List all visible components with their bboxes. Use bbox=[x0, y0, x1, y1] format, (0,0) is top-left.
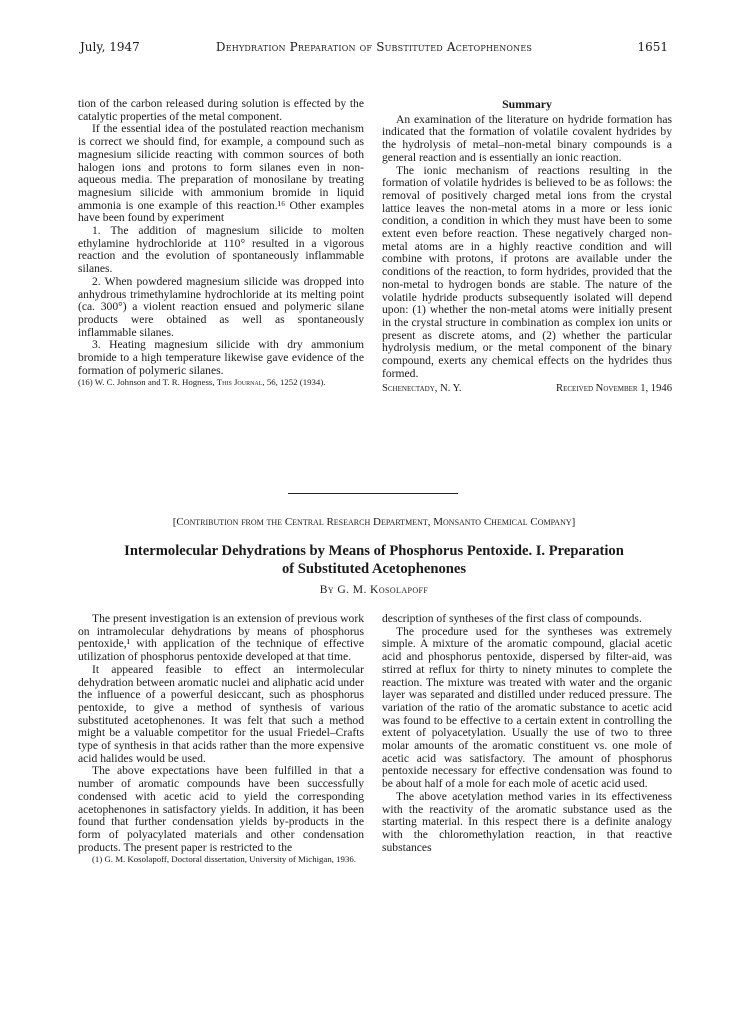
byline: By G. M. Kosolapoff bbox=[319, 583, 429, 596]
paragraph: It appeared feasible to effect an intermolecular dehydration between aromatic nuclei and aliphatic acid under the influence of a powerful desiccant, such as phosphorus pentoxide, to give a method of synthesis of various substituted acetophenones. It was felt that such a method might be a valuable competitor for the usual Friedel–Crafts type of synthesis in that acids rather than the more expensive acid halides would be used. bbox=[78, 662, 364, 765]
header-running-title: Dehydration Preparation of Substituted Acetophenones bbox=[215, 40, 533, 54]
summary-column bbox=[382, 98, 672, 396]
title-line: Intermolecular Dehydrations by Means of Phosphorus Pentoxide. I. Preparation bbox=[124, 543, 624, 559]
summary-heading: Summary bbox=[502, 97, 552, 111]
bottom-left-column bbox=[78, 613, 364, 864]
footnote-text: 56, 1252 (1934). bbox=[266, 377, 326, 388]
contribution-line: [Contribution from the Central Research Department, Monsanto Chemical Company] bbox=[172, 516, 576, 528]
paragraph: If the essential idea of the postulated reaction mechanism is correct we should find, for example, a compound such as magnesium silicide reacting with common sources of both halogen ions and protons to form silanes even in non-aqueous media. The preparation of monosilane by treating magnesium silicide with ammonium bromide in liquid ammonia is one example of this reaction.¹⁶ Other examples have been found by experiment bbox=[78, 122, 364, 225]
title-line: of Substituted Acetophenones bbox=[281, 561, 467, 577]
paragraph: The above expectations have been fulfilled in that a number of aromatic compounds have been successfully condensed with acetic acid to yield the corresponding acetophenones in satisfactory yields. In addition, it has been found that further condensation yields by-products in the form of polyacylated materials and other condensation products. The present paper is restricted to the bbox=[78, 764, 364, 854]
header-page-number: 1651 bbox=[637, 40, 668, 54]
paragraph: 3. Heating magnesium silicide with dry ammonium bromide to a high temperature likewise gave evidence of the formation of polymeric silanes. bbox=[78, 338, 364, 377]
top-left-column bbox=[78, 98, 364, 387]
paragraph: 1. The addition of magnesium silicide to molten ethylamine hydrochloride at 110° resulted in a vigorous reaction and the evolution of spontaneously inflammable silanes. bbox=[78, 224, 364, 276]
section-divider bbox=[288, 493, 458, 494]
signature-line bbox=[382, 383, 672, 396]
article-title bbox=[78, 542, 670, 578]
header-date: July, 1947 bbox=[80, 40, 140, 54]
paragraph: 2. When powdered magnesium silicide was dropped into anhydrous trimethylamine hydrochloride at its melting point (ca. 300°) a violent reaction ensued and polymeric silane products were obtained as well as spontaneously inflammable silanes. bbox=[78, 274, 364, 339]
footnote-text: (16) W. C. Johnson and T. R. Hogness, bbox=[78, 377, 215, 388]
paragraph: An examination of the literature on hydride formation has indicated that the formation of volatile covalent hydrides by the hydrolysis of metal–non-metal binary compounds is a general reaction and is essentially an ionic reaction. bbox=[382, 112, 672, 164]
paragraph: The ionic mechanism of reactions resulting in the formation of volatile hydrides is believed to be as follows: the removal of positively charged metal ions from the crystal lattice leaves the non-metal atoms in a more or less ionic condition, a condition in which they must have been to some extent even before reaction. These negatively charged non-metal atoms are in a highly reactive condition and will combine with protons, if protons are available under the conditions of the reaction, to form hydrides, provided that the non-metal to hydrogen bonds are stable. The nature of the volatile hydride products subsequently isolated will depend upon: (1) whether the non-metal atoms were initially present in the crystal structure in combination as complex ion units or present as discrete atoms, and (2) whether the particular hydrolysis medium, or the metal component of the binary compound, exerts any chemical effects on the hydrides thus formed. bbox=[382, 163, 672, 380]
footnote-journal: This Journal, bbox=[216, 377, 265, 388]
received-date: Received November 1, 1946 bbox=[556, 383, 672, 395]
footnote-1: (1) G. M. Kosolapoff, Doctoral dissertation, University of Michigan, 1936. bbox=[92, 854, 356, 865]
paragraph: description of syntheses of the first class of compounds. bbox=[382, 612, 642, 625]
bottom-right-column bbox=[382, 613, 672, 854]
footnote-16 bbox=[78, 377, 364, 387]
paragraph: The present investigation is an extension of previous work on intramolecular dehydrations by means of phosphorus pentoxide,¹ with application of the technique of effective utilization of phosphorus pentoxide developed at that time. bbox=[78, 612, 364, 664]
paragraph: The above acetylation method varies in its effectiveness with the reactivity of the aromatic substance used as the starting material. In this respect there is a definite analogy with the chloromethylation reaction, in that reactive substances bbox=[382, 789, 672, 854]
paragraph: tion of the carbon released during solution is effected by the catalytic properties of the metal component. bbox=[78, 97, 364, 123]
paragraph: The procedure used for the syntheses was extremely simple. A mixture of the aromatic compound, glacial acetic acid and phosphorus pentoxide, dispersed by filter-aid, was stirred at reflux for thirty to ninety minutes to complete the reaction. The mixture was treated with water and the organic layer was separated and distilled under reduced pressure. The variation of the ratio of the aromatic substance to acetic acid was found to be effective to a certain extent in controlling the extent of polyacetylation. Usually the use of two to three molar amounts of the aromatic constituent vs. one mole of acetic acid was satisfactory. The amount of phosphorus pentoxide necessary for effective condensation was found to be about half of a mole for each mole of acetic acid used. bbox=[382, 624, 672, 791]
running-header bbox=[80, 40, 668, 56]
location: Schenectady, N. Y. bbox=[382, 383, 462, 395]
